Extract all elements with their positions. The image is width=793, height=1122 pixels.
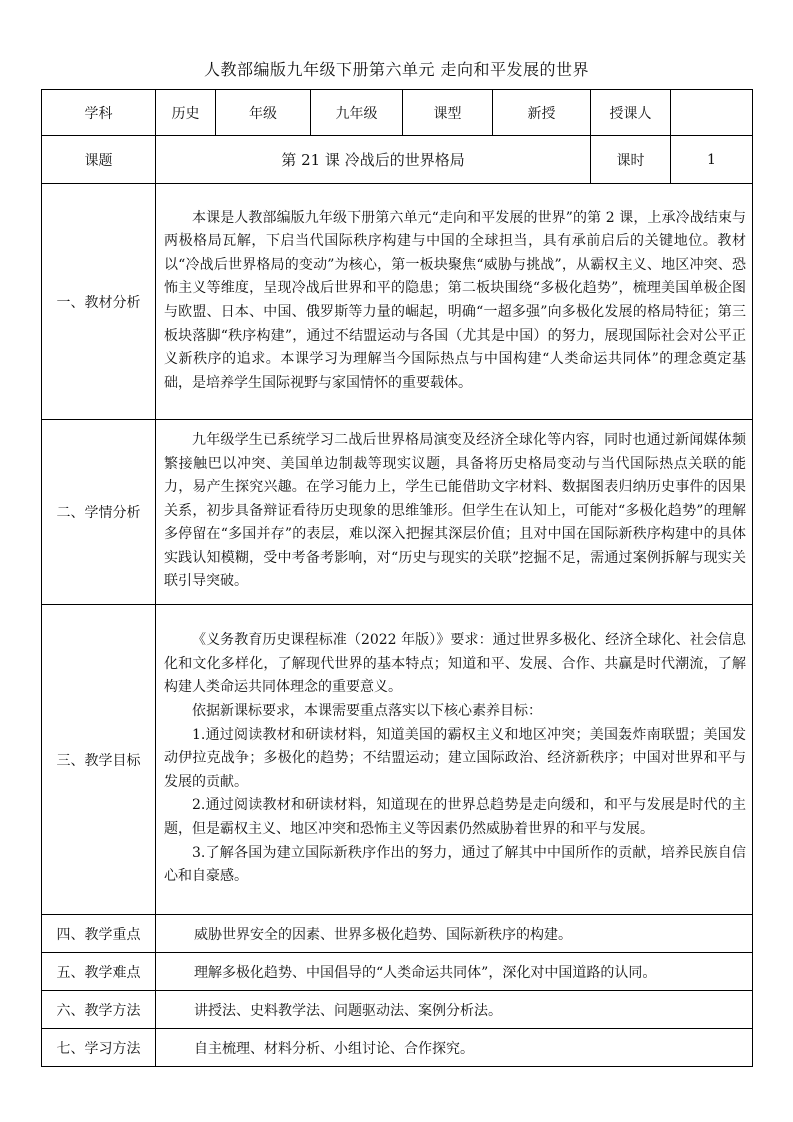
lesson-plan-table [41, 89, 753, 1067]
topic-label: 课题 [42, 136, 156, 184]
section-key-points [42, 915, 753, 953]
difficulties-label: 五、教学难点 [42, 953, 156, 991]
methods-label: 六、教学方法 [42, 991, 156, 1029]
topic-value: 第 21 课 冷战后的世界格局 [156, 136, 591, 184]
textbook-content [156, 184, 753, 420]
goals-item-2: 2.通过阅读教材和研读材料，知道现在的世界总趋势是走向缓和，和平与发展是时代的主题，但是霸权主义、地区冲突和恐怖主义等因素仍然威胁着世界的和平与发展。 [164, 797, 746, 837]
grade-value: 九年级 [311, 90, 403, 136]
section-difficulties [42, 953, 753, 991]
teacher-value[interactable] [671, 90, 753, 136]
section-goals [42, 605, 753, 915]
goals-standard-paragraph: 《义务教育历史课程标准（2022 年版）》要求：通过世界多极化、经济全球化、社会信息化和文化多样化，了解现代世界的基本特点；知道和平、发展、合作、共赢是时代潮流，了解构建人类命运共同体理念的重要意义。 [164, 632, 746, 696]
difficulties-content: 理解多极化趋势、中国倡导的“人类命运共同体”，深化对中国道路的认同。 [156, 953, 753, 991]
type-value: 新授 [493, 90, 591, 136]
students-paragraph: 九年级学生已系统学习二战后世界格局演变及经济全球化等内容，同时也通过新闻媒体频繁接触巴以冲突、美国单边制裁等现实议题，具备将历史格局变动与当代国际热点关联的能力，易产生探究兴趣。在学习能力上，学生已能借助文字材料、数据图表归纳历史事件的因果关系，初步具备辩证看待历史现象的思维雏形。但学生在认知上，可能对“多极化趋势”的理解多停留在“多国并存”的表层，难以深入把握其深层价值；且对中国在国际新秩序构建中的具体实践认知模糊，受中考备考影响，对“历史与现实的关联”挖掘不足，需通过案例拆解与现实关联引导突破。 [164, 431, 746, 590]
subject-label: 学科 [42, 90, 156, 136]
teacher-label: 授课人 [591, 90, 671, 136]
type-label: 课型 [403, 90, 493, 136]
textbook-paragraph: 本课是人教部编版九年级下册第六单元“走向和平发展的世界”的第 2 课，上承冷战结束与两极格局瓦解，下启当代国际秩序构建与中国的全球担当，具有承前启后的关键地位。教材以“冷战后世界格局的变动”为核心，第一板块聚焦“威胁与挑战”，从霸权主义、地区冲突、恐怖主义等维度，呈现冷战后世界和平的隐患；第二板块围绕“多极化趋势”，梳理美国单极企图与欧盟、日本、中国、俄罗斯等力量的崛起，明确“一超多强”向多极化发展的格局特征；第三板块落脚“秩序构建”，通过不结盟运动与各国（尤其是中国）的努力，展现国际社会对公平正义新秩序的追求。本课学习为理解当今国际热点与中国构建“人类命运共同体”的理念奠定基础，是培养学生国际视野与家国情怀的重要载体。 [164, 209, 746, 391]
students-label: 二、学情分析 [42, 420, 156, 605]
key-points-label: 四、教学重点 [42, 915, 156, 953]
goals-intro-paragraph: 依据新课标要求，本课需要重点落实以下核心素养目标： [192, 703, 542, 720]
section-students [42, 420, 753, 605]
lesson-row [42, 136, 753, 184]
grade-label: 年级 [216, 90, 311, 136]
goals-item-1: 1.通过阅读教材和研读材料，知道美国的霸权主义和地区冲突；美国轰炸南联盟；美国发动伊拉克战争；多极化的趋势；不结盟运动；建立国际政治、经济新秩序；中国对世界和平与发展的贡献。 [164, 726, 746, 790]
key-points-content: 威胁世界安全的因素、世界多极化趋势、国际新秩序的构建。 [156, 915, 753, 953]
header-row [42, 90, 753, 136]
subject-value: 历史 [156, 90, 216, 136]
hours-value: 1 [671, 136, 753, 184]
goals-content [156, 605, 753, 915]
methods-content: 讲授法、史料教学法、问题驱动法、案例分析法。 [156, 991, 753, 1029]
textbook-label: 一、教材分析 [42, 184, 156, 420]
section-textbook [42, 184, 753, 420]
students-content [156, 420, 753, 605]
hours-label: 课时 [591, 136, 671, 184]
goals-item-3: 3.了解各国为建立国际新秩序作出的努力，通过了解其中中国所作的贡献，培养民族自信心和自豪感。 [164, 844, 746, 885]
learning-label: 七、学习方法 [42, 1029, 156, 1067]
document-title: 人教部编版九年级下册第六单元 走向和平发展的世界 [203, 60, 590, 79]
goals-label: 三、教学目标 [42, 605, 156, 915]
section-learning [42, 1029, 753, 1067]
section-methods [42, 991, 753, 1029]
learning-content: 自主梳理、材料分析、小组讨论、合作探究。 [156, 1029, 753, 1067]
